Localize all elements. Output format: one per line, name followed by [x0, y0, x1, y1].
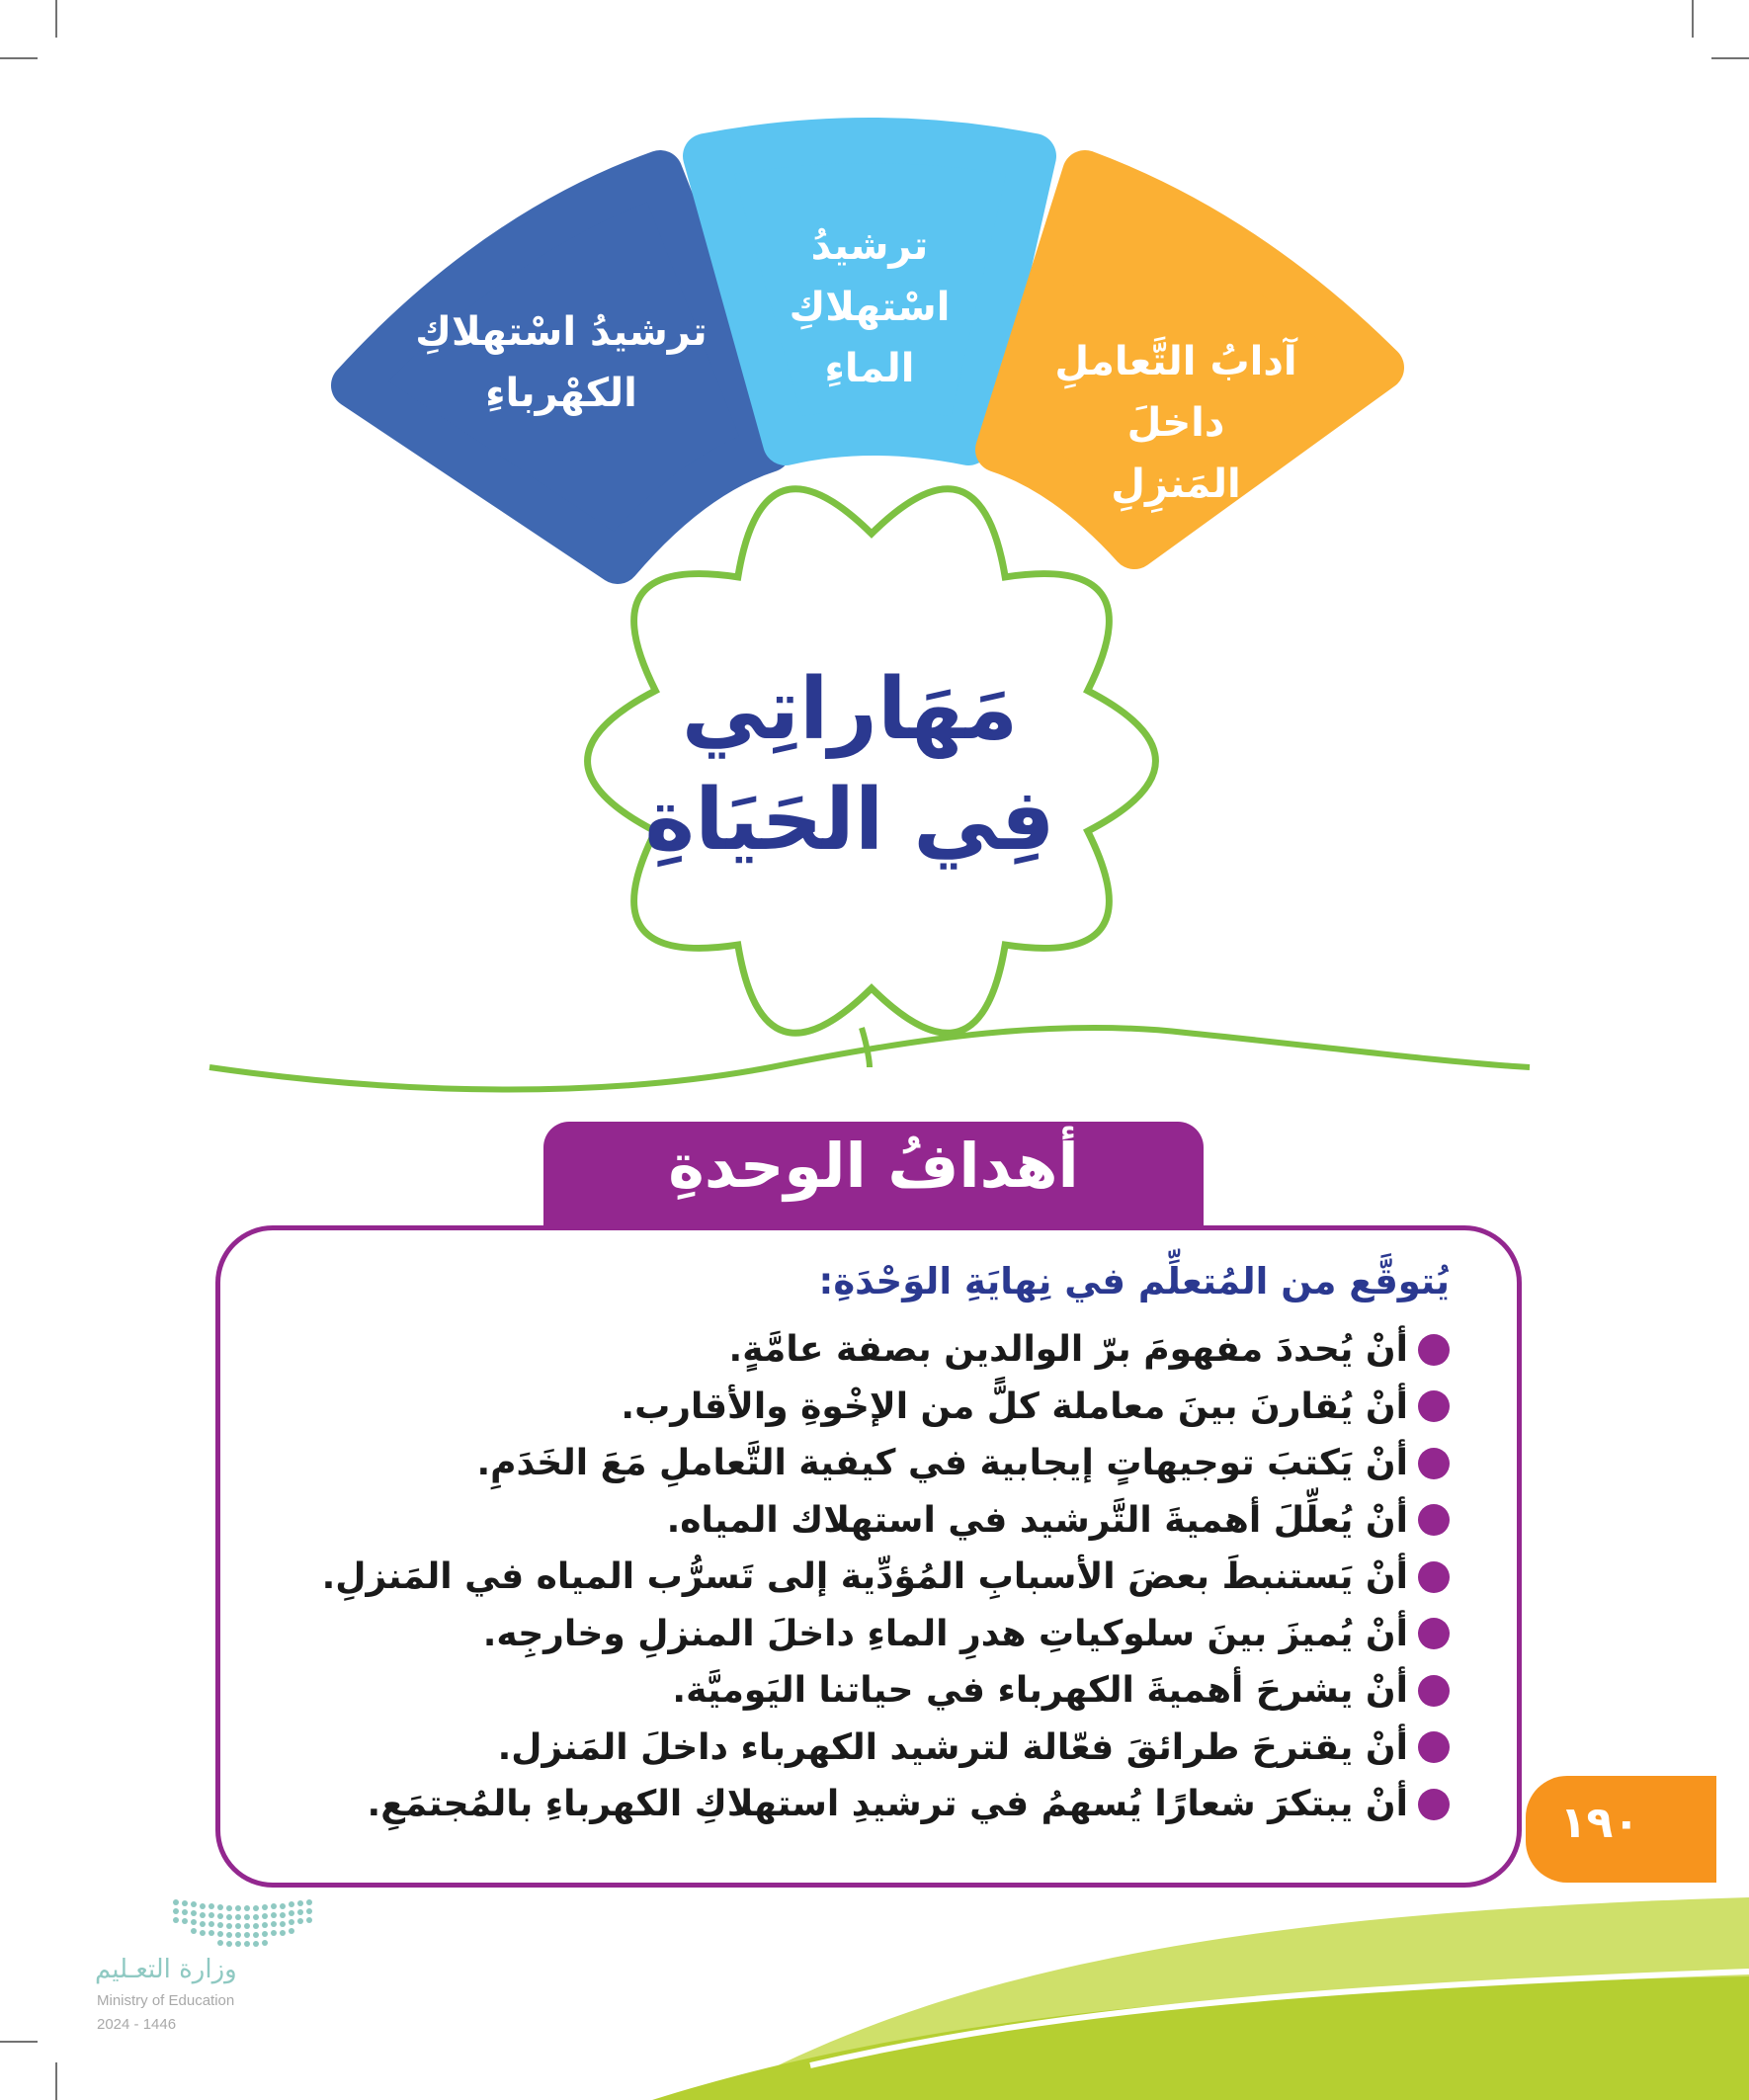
logo-dot: [271, 1930, 277, 1936]
logo-dot: [191, 1919, 197, 1925]
goal-item: [284, 1492, 1450, 1550]
logo-dot: [208, 1921, 214, 1927]
goals-heading: أهدافُ الوحدةِ: [668, 1130, 1079, 1202]
logo-dot: [217, 1913, 223, 1919]
segment-etiquette-text: آدابُ التَّعاملِ داخلَ المَنزِلِ: [1054, 339, 1297, 507]
goal-item: [284, 1549, 1450, 1606]
logo-dot: [253, 1941, 259, 1947]
segment-water-text: ترشيدُ اسْتهلاكِ الماءِ: [789, 223, 951, 391]
goal-item: [284, 1720, 1450, 1777]
logo-dot: [226, 1905, 232, 1911]
logo-dot: [253, 1905, 259, 1911]
goals-box: [215, 1225, 1522, 1888]
logo-dot: [173, 1917, 179, 1923]
segment-etiquette-label: [1018, 331, 1334, 515]
logo-dot: [262, 1913, 268, 1919]
goal-item: [284, 1435, 1450, 1492]
logo-dot: [200, 1921, 206, 1927]
goal-item: [284, 1379, 1450, 1436]
goal-item: [284, 1776, 1450, 1833]
logo-dot: [289, 1901, 294, 1907]
logo-dot: [253, 1923, 259, 1929]
logo-dot: [235, 1923, 241, 1929]
logo-dot: [253, 1914, 259, 1920]
logo-dot: [235, 1914, 241, 1920]
logo-dot: [289, 1928, 294, 1934]
logo-dot: [200, 1903, 206, 1909]
logo-dot: [244, 1905, 250, 1911]
logo-dot: [217, 1922, 223, 1928]
logo-dot: [306, 1917, 312, 1923]
logo-dot: [173, 1908, 179, 1914]
goals-intro: يُتوقَّع من المُتعلِّم في نِهايَةِ الوَحْدَةِ:: [818, 1260, 1450, 1302]
logo-dot: [253, 1932, 259, 1938]
logo-dot: [173, 1899, 179, 1905]
goal-text: أنْ يَكتبَ توجيهاتٍ إيجابية في كيفية التَّعاملِ مَعَ الخَدَمِ.: [476, 1443, 1408, 1484]
logo-dot: [262, 1922, 268, 1928]
logo-dot: [244, 1914, 250, 1920]
logo-dot: [226, 1932, 232, 1938]
segment-electricity-text: ترشيدُ اسْتهلاكِ الكهْرباءِ: [415, 309, 708, 416]
logo-dot: [271, 1903, 277, 1909]
goals-list: [284, 1321, 1450, 1833]
logo-dot: [262, 1931, 268, 1937]
bullet-icon: [1418, 1448, 1450, 1479]
bullet-icon: [1418, 1561, 1450, 1593]
bullet-icon: [1418, 1390, 1450, 1422]
logo-dot: [244, 1941, 250, 1947]
goal-item: [284, 1662, 1450, 1720]
logo-dot: [182, 1918, 188, 1924]
goal-text: أنْ يُقارنَ بينَ معاملة كلًّ من الإخْوةِ والأقارب.: [621, 1386, 1408, 1427]
bullet-icon: [1418, 1675, 1450, 1707]
unit-title-line2: فِي الحَيَاةِ: [644, 771, 1055, 870]
goals-heading-tab: [543, 1122, 1204, 1225]
logo-dot: [289, 1910, 294, 1916]
logo-dot: [271, 1912, 277, 1918]
segment-water-label: [731, 215, 1008, 399]
goal-text: أنْ يبتكرَ شعارًا يُسهمُ في ترشيدِ استهلاكِ الكهرباءِ بالمُجتمَعِ.: [367, 1784, 1408, 1825]
logo-dot: [306, 1908, 312, 1914]
goal-item: [284, 1606, 1450, 1663]
logo-dot: [226, 1914, 232, 1920]
logo-dot: [280, 1903, 286, 1909]
logo-dot: [191, 1928, 197, 1934]
goal-text: أنْ يقترحَ طرائقَ فعّالة لترشيد الكهرباء داخلَ المَنزل.: [497, 1726, 1408, 1768]
goal-text: أنْ يشرحَ أهميةَ الكهرباء في حياتنا اليَوميَّة.: [672, 1670, 1408, 1712]
bullet-icon: [1418, 1789, 1450, 1820]
bullet-icon: [1418, 1334, 1450, 1366]
logo-dot: [226, 1923, 232, 1929]
logo-dot: [191, 1901, 197, 1907]
logo-dot: [280, 1930, 286, 1936]
flower-icon: [588, 489, 1156, 1034]
segment-electricity-label: [413, 301, 709, 424]
logo-dot: [262, 1904, 268, 1910]
logo-dot: [280, 1912, 286, 1918]
logo-dot: [226, 1941, 232, 1947]
logo-dot: [217, 1931, 223, 1937]
ministry-logo-icon: [173, 1899, 312, 1947]
page-number: ١٩٠: [1559, 1798, 1640, 1848]
ministry-year: 2024 - 1446: [97, 2016, 177, 2033]
logo-dot: [280, 1921, 286, 1927]
logo-dot: [200, 1930, 206, 1936]
logo-dot: [244, 1923, 250, 1929]
goal-text: أنْ يَستنبطَ بعضَ الأسبابِ المُؤدِّية إلى تَسرُّب المياه في المَنزلِ.: [321, 1556, 1408, 1598]
logo-dot: [208, 1903, 214, 1909]
bullet-icon: [1418, 1504, 1450, 1536]
logo-dot: [297, 1909, 303, 1915]
page-number-tab: [1526, 1776, 1716, 1883]
logo-dot: [271, 1921, 277, 1927]
logo-dot: [235, 1932, 241, 1938]
logo-dot: [217, 1940, 223, 1946]
logo-dot: [297, 1918, 303, 1924]
logo-dot: [182, 1900, 188, 1906]
logo-dot: [182, 1909, 188, 1915]
logo-dot: [289, 1919, 294, 1925]
goal-text: أنْ يُعلِّلَ أهميةَ التَّرشيد في استهلاك المياه.: [666, 1499, 1408, 1541]
logo-dot: [235, 1941, 241, 1947]
logo-dot: [191, 1910, 197, 1916]
unit-title-line1: مَهَاراتِي: [681, 660, 1019, 759]
logo-dot: [235, 1905, 241, 1911]
logo-dot: [217, 1904, 223, 1910]
logo-dot: [208, 1912, 214, 1918]
logo-dot: [208, 1930, 214, 1936]
bullet-icon: [1418, 1731, 1450, 1763]
bullet-icon: [1418, 1618, 1450, 1649]
logo-dot: [262, 1940, 268, 1946]
logo-dot: [306, 1899, 312, 1905]
logo-dot: [297, 1900, 303, 1906]
ministry-name-ar: وزارة التعـليم: [95, 1955, 237, 1984]
goal-text: أنْ يُحددَ مفهومَ برّ الوالدين بصفة عامَّةٍ.: [728, 1329, 1408, 1371]
goal-text: أنْ يُميزَ بينَ سلوكياتِ هدرِ الماءِ داخلَ المنزلِ وخارجِه.: [482, 1613, 1408, 1654]
ministry-name-en: Ministry of Education: [97, 1992, 235, 2009]
logo-dot: [200, 1912, 206, 1918]
logo-dot: [244, 1932, 250, 1938]
goal-item: [284, 1321, 1450, 1379]
